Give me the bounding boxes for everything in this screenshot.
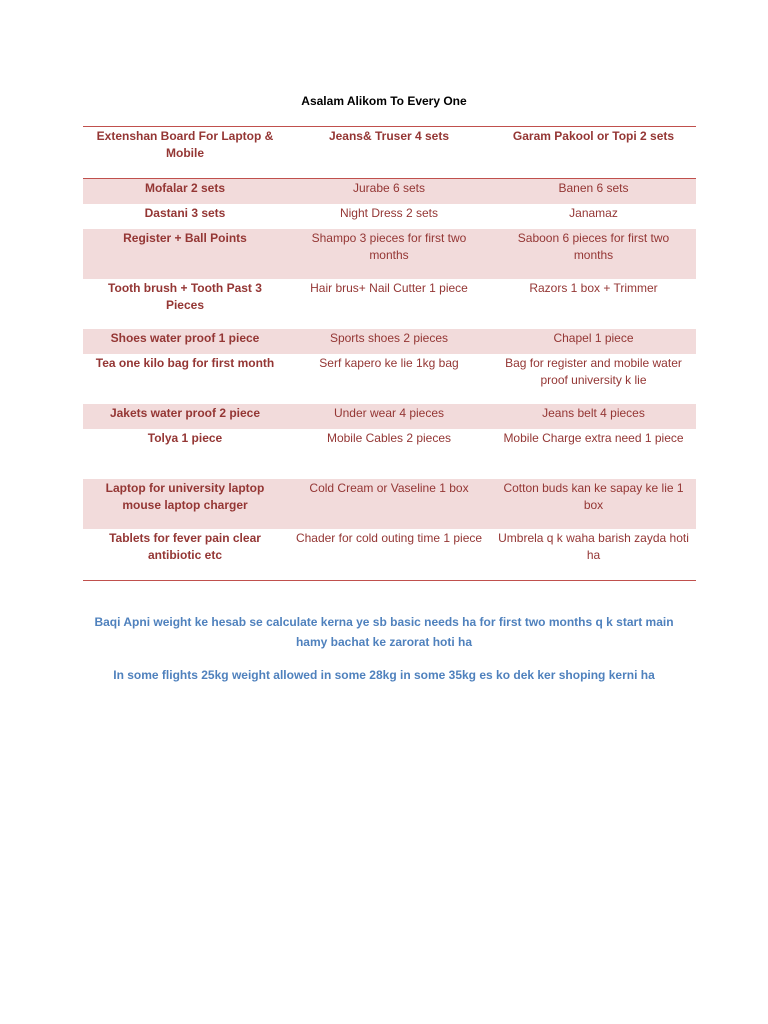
table-cell: Jeans belt 4 pieces <box>542 406 645 420</box>
table-cell: Extenshan Board For Laptop & Mobile <box>96 129 274 160</box>
table-row <box>83 279 696 329</box>
table-cell: Razors 1 box + Trimmer <box>529 281 658 295</box>
table-cell: Mobile Cables 2 pieces <box>326 431 452 445</box>
table-cell: Garam Pakool or Topi 2 sets <box>512 129 675 143</box>
table-row <box>83 354 696 404</box>
item-table <box>83 126 696 581</box>
table-cell: Jakets water proof 2 piece <box>109 406 261 420</box>
table-cell: Mobile Charge extra need 1 piece <box>503 431 684 445</box>
table-row <box>83 404 696 429</box>
table-cell: Shoes water proof 1 piece <box>110 331 260 345</box>
table-cell: Cotton buds kan ke sapay ke lie 1 box <box>503 481 684 512</box>
table-cell: Serf kapero ke lie 1kg bag <box>319 356 459 370</box>
table-cell: Jeans& Truser 4 sets <box>328 129 450 143</box>
table-cell: Chapel 1 piece <box>553 331 634 345</box>
table-cell: Saboon 6 pieces for first two months <box>517 231 670 262</box>
table-row <box>83 127 696 179</box>
table-cell: Register + Ball Points <box>123 231 247 245</box>
table-cell: Hair brus+ Nail Cutter 1 piece <box>310 281 468 295</box>
table-cell: Sports shoes 2 pieces <box>329 331 449 345</box>
table-cell: Under wear 4 pieces <box>333 406 445 420</box>
weight-note: Baqi Apni weight ke hesab se calculate kerna ye sb basic needs ha for first two months q k start main hamy bachat ke zarorat hoti ha <box>94 615 674 649</box>
table-cell: Laptop for university laptop mouse laptop charger <box>105 481 265 512</box>
table-row <box>83 479 696 529</box>
table-cell: Chader for cold outing time 1 piece <box>295 531 483 545</box>
table-cell: Janamaz <box>569 206 618 220</box>
table-cell: Tolya 1 piece <box>147 431 223 445</box>
table-row <box>83 179 696 204</box>
table-row <box>83 229 696 279</box>
table-row <box>83 429 696 479</box>
table-cell: Bag for register and mobile water proof university k lie <box>505 356 682 387</box>
flight-weight-note: In some flights 25kg weight allowed in some 28kg in some 35kg es ko dek ker shoping kerni ha <box>113 668 655 682</box>
page-title: Asalam Alikom To Every One <box>301 94 467 108</box>
table-cell: Dastani 3 sets <box>144 206 226 220</box>
table-cell: Shampo 3 pieces for first two months <box>311 231 467 262</box>
table-row <box>83 529 696 580</box>
table-cell: Cold Cream or Vaseline 1 box <box>309 481 469 495</box>
table-cell: Umbrela q k waha barish zayda hoti ha <box>498 531 689 562</box>
table-cell: Mofalar 2 sets <box>144 181 226 195</box>
table-cell: Night Dress 2 sets <box>339 206 439 220</box>
table-cell: Banen 6 sets <box>558 181 629 195</box>
table-row <box>83 329 696 354</box>
table-cell: Tablets for fever pain clear antibiotic etc <box>109 531 261 562</box>
table-cell: Jurabe 6 sets <box>352 181 426 195</box>
table-cell: Tea one kilo bag for first month <box>95 356 275 370</box>
table-cell: Tooth brush + Tooth Past 3 Pieces <box>108 281 262 312</box>
table-row <box>83 204 696 229</box>
